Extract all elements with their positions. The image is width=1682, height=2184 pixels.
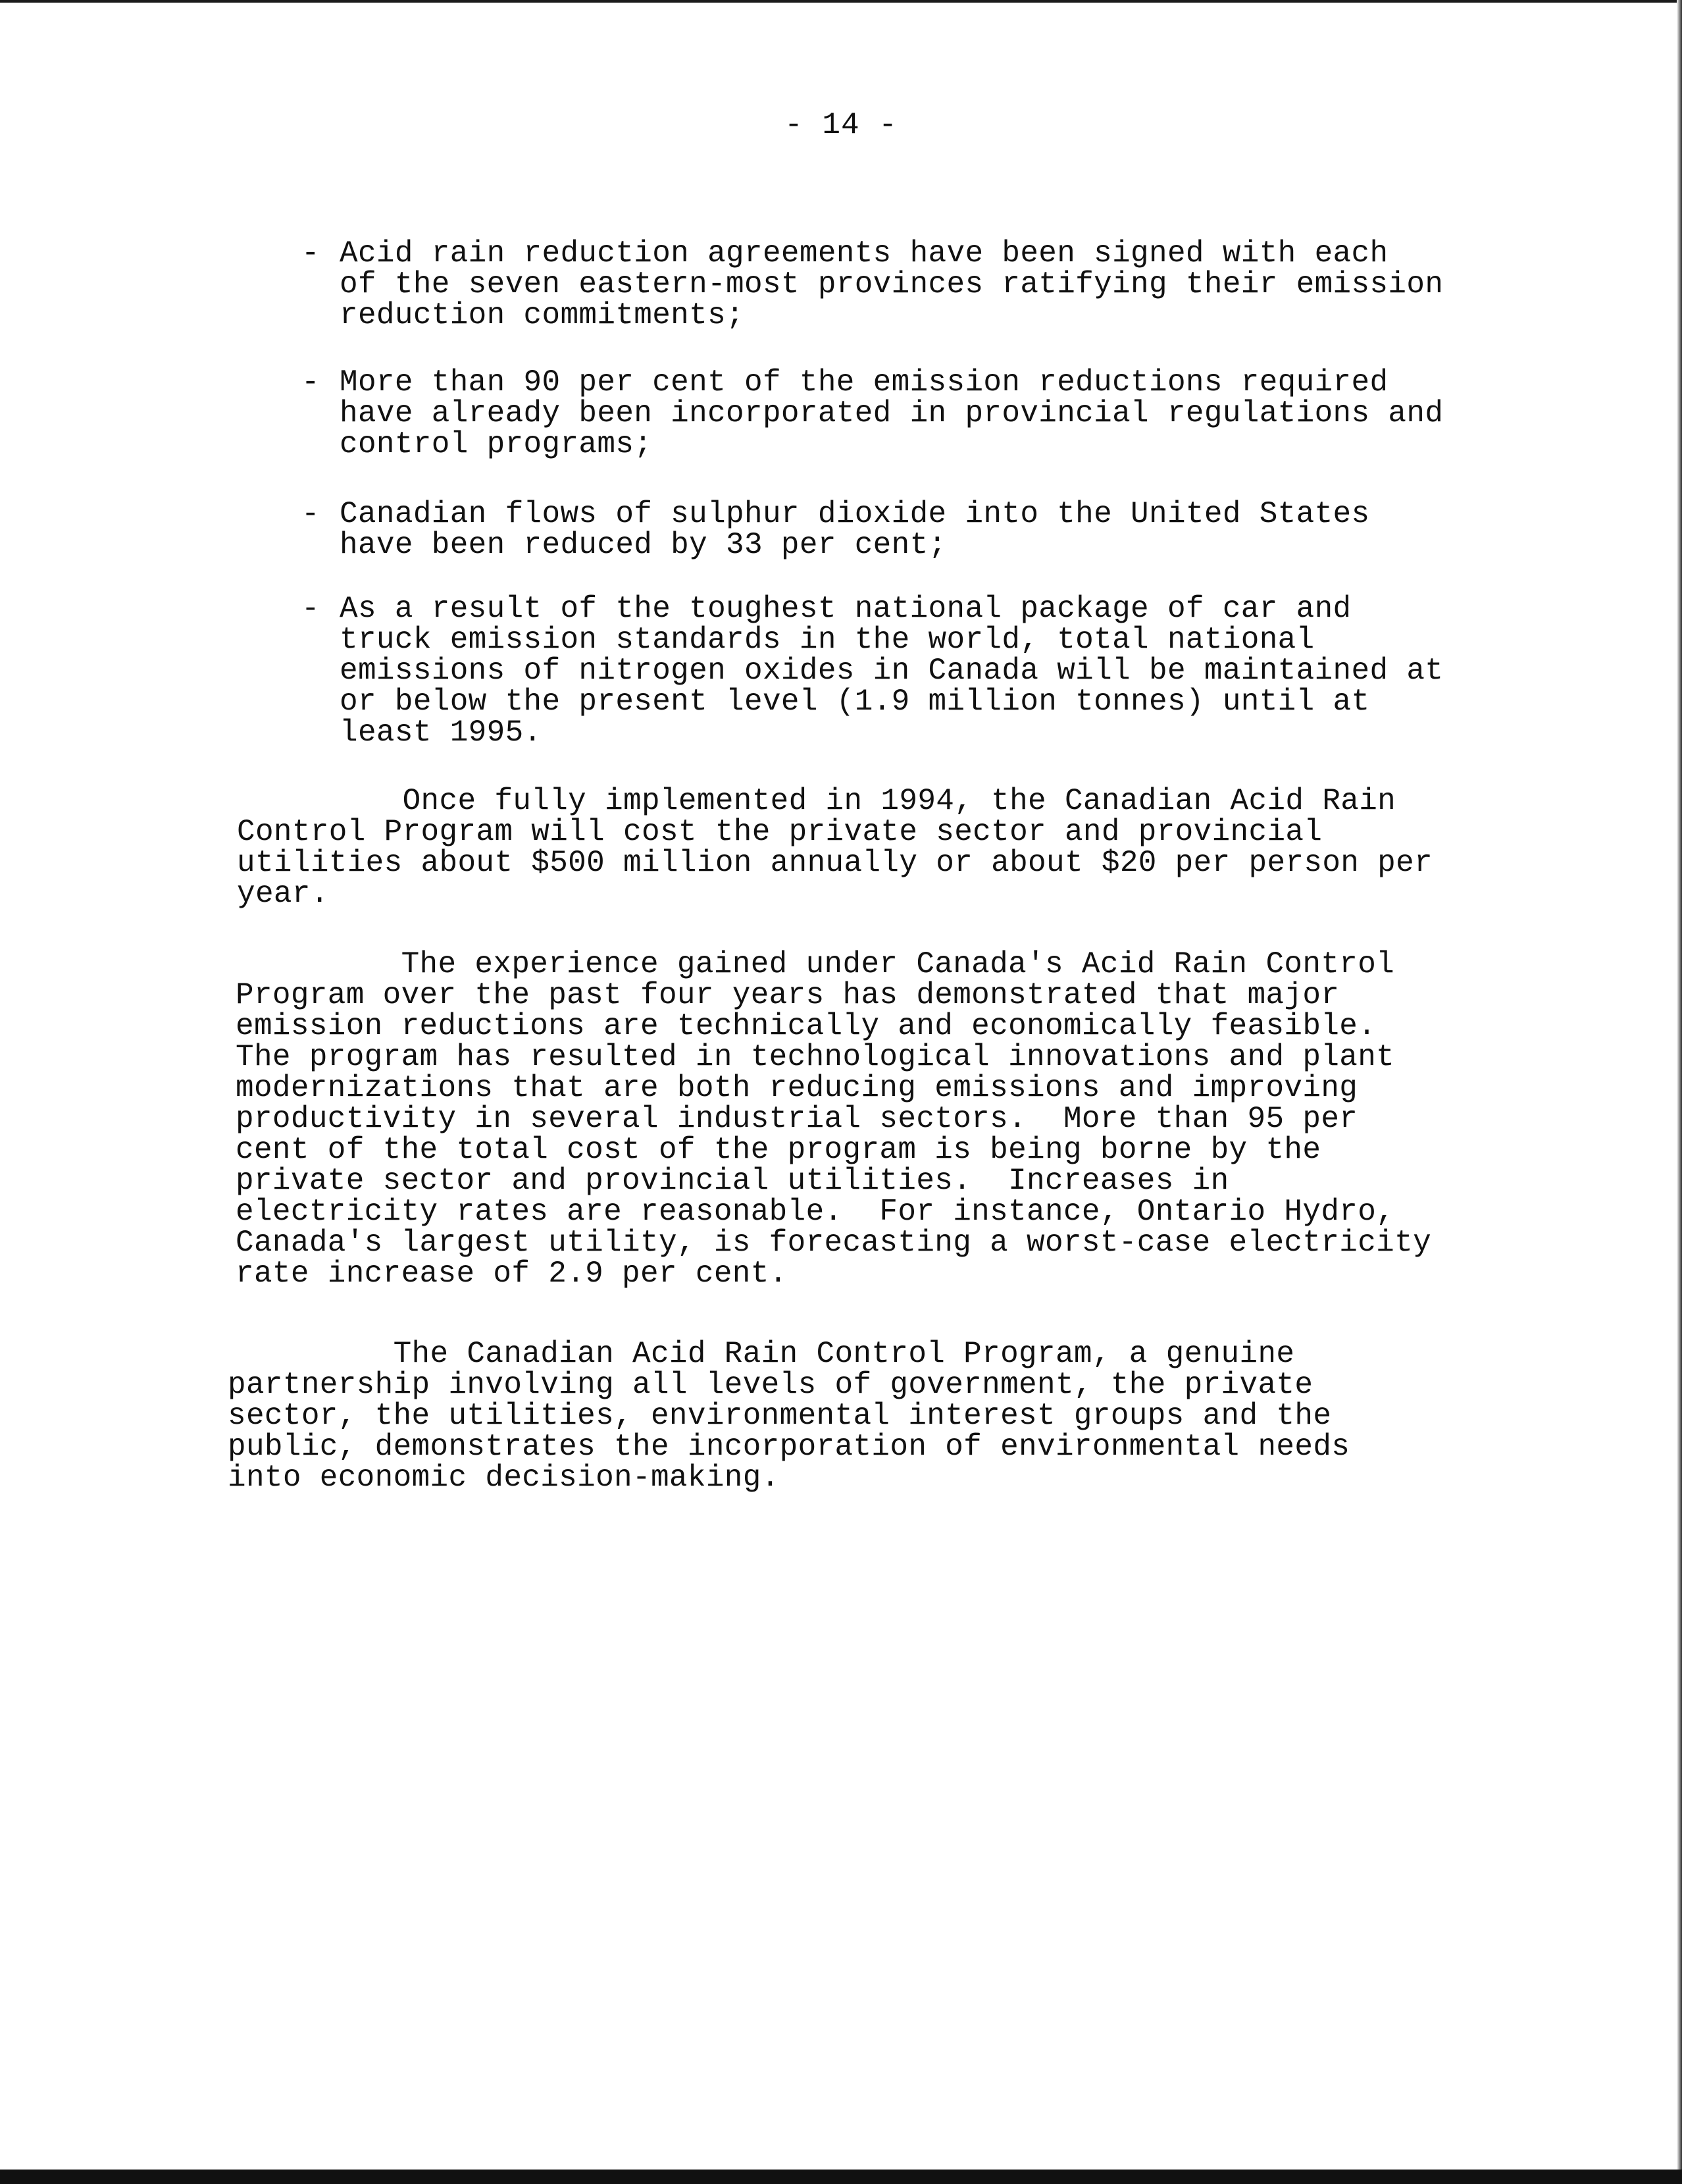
text-line: modernizations that are both reducing emissions and improving: [236, 1071, 1358, 1105]
paragraph: [236, 949, 1431, 1289]
page-border-bottom: [0, 2170, 1682, 2184]
text-line: partnership involving all levels of government, the private: [228, 1368, 1313, 1402]
page-border-right: [1677, 0, 1682, 2184]
text-line: or below the present level (1.9 million tonnes) until at: [340, 685, 1370, 719]
bullet-dash: -: [301, 236, 320, 271]
text-line: Once fully implemented in 1994, the Canadian Acid Rain: [237, 784, 1396, 818]
text-line: private sector and provincial utilities. Increases in: [236, 1164, 1229, 1198]
text-line: truck emission standards in the world, total national: [340, 623, 1315, 657]
text-line: Acid rain reduction agreements have been signed with each: [340, 236, 1389, 271]
text-line: have been reduced by 33 per cent;: [340, 528, 947, 562]
text-line: sector, the utilities, environmental interest groups and the: [228, 1399, 1332, 1433]
bullet-text: [340, 499, 1369, 561]
text-line: have already been incorporated in provincial regulations and: [340, 396, 1444, 430]
text-line: More than 90 per cent of the emission reductions required: [340, 365, 1389, 400]
bullet-dash: -: [301, 497, 320, 531]
text-line: of the seven eastern-most provinces ratifying their emission: [340, 267, 1444, 301]
text-line: Canadian flows of sulphur dioxide into the United States: [340, 497, 1370, 531]
text-line: The program has resulted in technological innovations and plant: [236, 1040, 1395, 1074]
bullet-text: [340, 367, 1443, 460]
text-line: Control Program will cost the private sector and provincial: [237, 815, 1323, 849]
text-line: rate increase of 2.9 per cent.: [236, 1257, 788, 1291]
text-line: year.: [237, 877, 329, 911]
paragraph: [228, 1339, 1350, 1494]
text-line: productivity in several industrial sectors. More than 95 per: [236, 1102, 1358, 1136]
text-line: least 1995.: [340, 715, 542, 750]
page-number: - 14 -: [784, 108, 898, 142]
text-line: The experience gained under Canada's Acid Rain Control: [236, 947, 1395, 981]
bullet-text: [340, 238, 1443, 331]
text-line: emission reductions are technically and economically feasible.: [236, 1009, 1377, 1043]
text-line: public, demonstrates the incorporation of environmental needs: [228, 1430, 1350, 1464]
paragraph: [237, 786, 1433, 910]
text-line: utilities about $500 million annually or about $20 per person per: [237, 846, 1433, 880]
text-line: emissions of nitrogen oxides in Canada will be maintained at: [340, 654, 1444, 688]
text-line: Canada's largest utility, is forecasting a worst-case electricity: [236, 1226, 1432, 1260]
text-line: Program over the past four years has demonstrated that major: [236, 978, 1340, 1012]
bullet-dash: -: [301, 592, 320, 626]
text-line: electricity rates are reasonable. For instance, Ontario Hydro,: [236, 1195, 1395, 1229]
page-border-top: [0, 0, 1682, 3]
bullet-dash: -: [301, 365, 320, 400]
text-line: into economic decision-making.: [228, 1461, 780, 1495]
text-line: reduction commitments;: [340, 298, 744, 332]
text-line: The Canadian Acid Rain Control Program, a genuine: [228, 1337, 1295, 1371]
bullet-text: [340, 594, 1443, 748]
text-line: control programs;: [340, 427, 653, 461]
text-line: cent of the total cost of the program is being borne by the: [236, 1133, 1321, 1167]
text-line: As a result of the toughest national package of car and: [340, 592, 1352, 626]
